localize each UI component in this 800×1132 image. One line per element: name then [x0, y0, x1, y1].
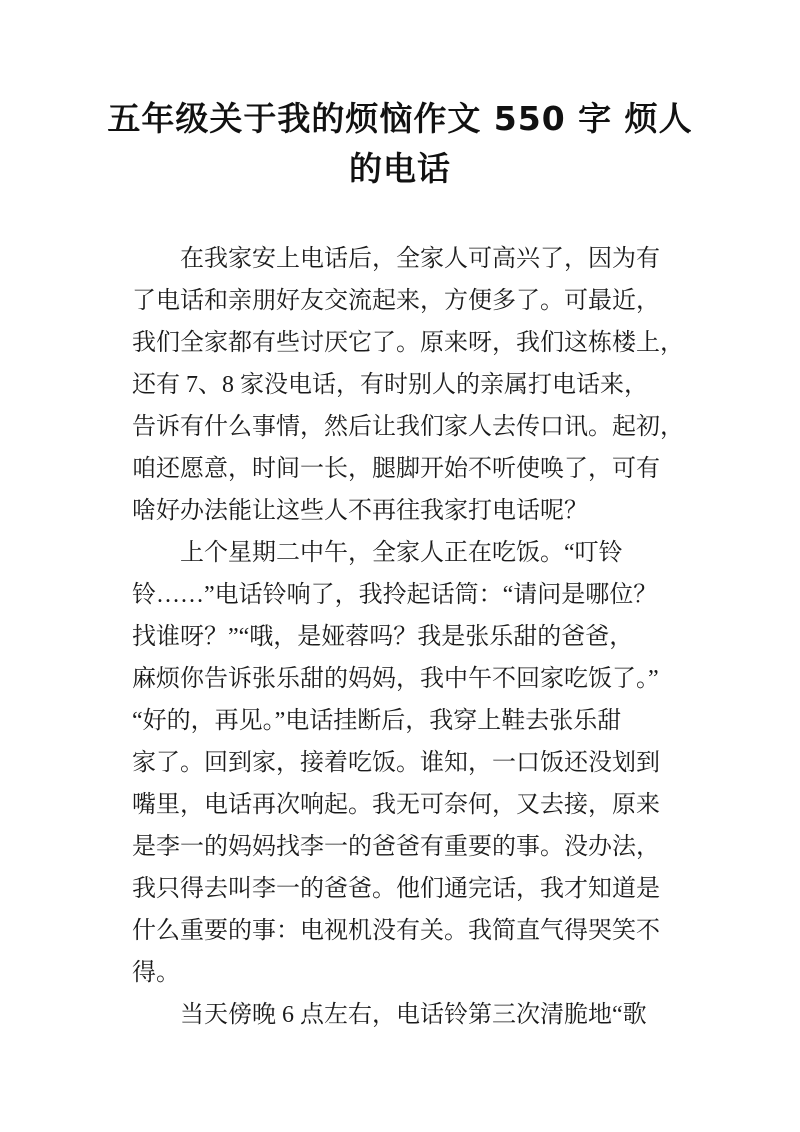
essay-paragraph: [132, 238, 684, 532]
text-line: 铃……”电话铃响了，我拎起话筒：“请问是哪位？: [132, 582, 658, 608]
text-line: 我只得去叫李一的爸爸。他们通完话，我才知道是: [132, 876, 660, 902]
text-line: 我们全家都有些讨厌它了。原来呀，我们这栋楼上，: [132, 330, 684, 356]
text-line: 咱还愿意，时间一长，腿脚开始不听使唤了，可有: [132, 456, 660, 482]
text-line: 上个星期二中午，全家人正在吃饭。“叮铃: [180, 540, 623, 566]
text-line: 什么重要的事：电视机没有关。我简直气得哭笑不: [132, 918, 660, 944]
text-line: 嘴里，电话再次响起。我无可奈何，又去接，原来: [132, 792, 660, 818]
text-line: 在我家安上电话后，全家人可高兴了，因为有: [180, 246, 660, 272]
essay-paragraph: [132, 532, 684, 994]
text-line: 得。: [132, 960, 180, 986]
text-line: 找谁呀？”“哦，是娅蓉吗？我是张乐甜的爸爸，: [132, 624, 634, 650]
essay-title-line-1: 五年级关于我的烦恼作文 550 字 烦人: [107, 99, 693, 138]
text-line: 啥好办法能让这些人不再往我家打电话呢？: [132, 498, 588, 524]
text-line: “好的，再见。”电话挂断后，我穿上鞋去张乐甜: [132, 708, 622, 734]
text-line: 还有 7、8 家没电话，有时别人的亲属打电话来，: [132, 372, 648, 398]
text-line: 当天傍晚 6 点左右，电话铃第三次清脆地“歌: [180, 1002, 647, 1028]
essay-title-line-2: 的电话: [349, 149, 451, 188]
essay-title: [0, 0, 800, 194]
essay-body: [132, 238, 684, 1036]
text-line: 了电话和亲朋好友交流起来，方便多了。可最近，: [132, 288, 660, 314]
essay-paragraph: [132, 994, 684, 1036]
text-line: 告诉有什么事情，然后让我们家人去传口讯。起初，: [132, 414, 684, 440]
text-line: 麻烦你告诉张乐甜的妈妈，我中午不回家吃饭了。”: [132, 666, 659, 692]
text-line: 家了。回到家，接着吃饭。谁知，一口饭还没划到: [132, 750, 660, 776]
text-line: 是李一的妈妈找李一的爸爸有重要的事。没办法，: [132, 834, 660, 860]
